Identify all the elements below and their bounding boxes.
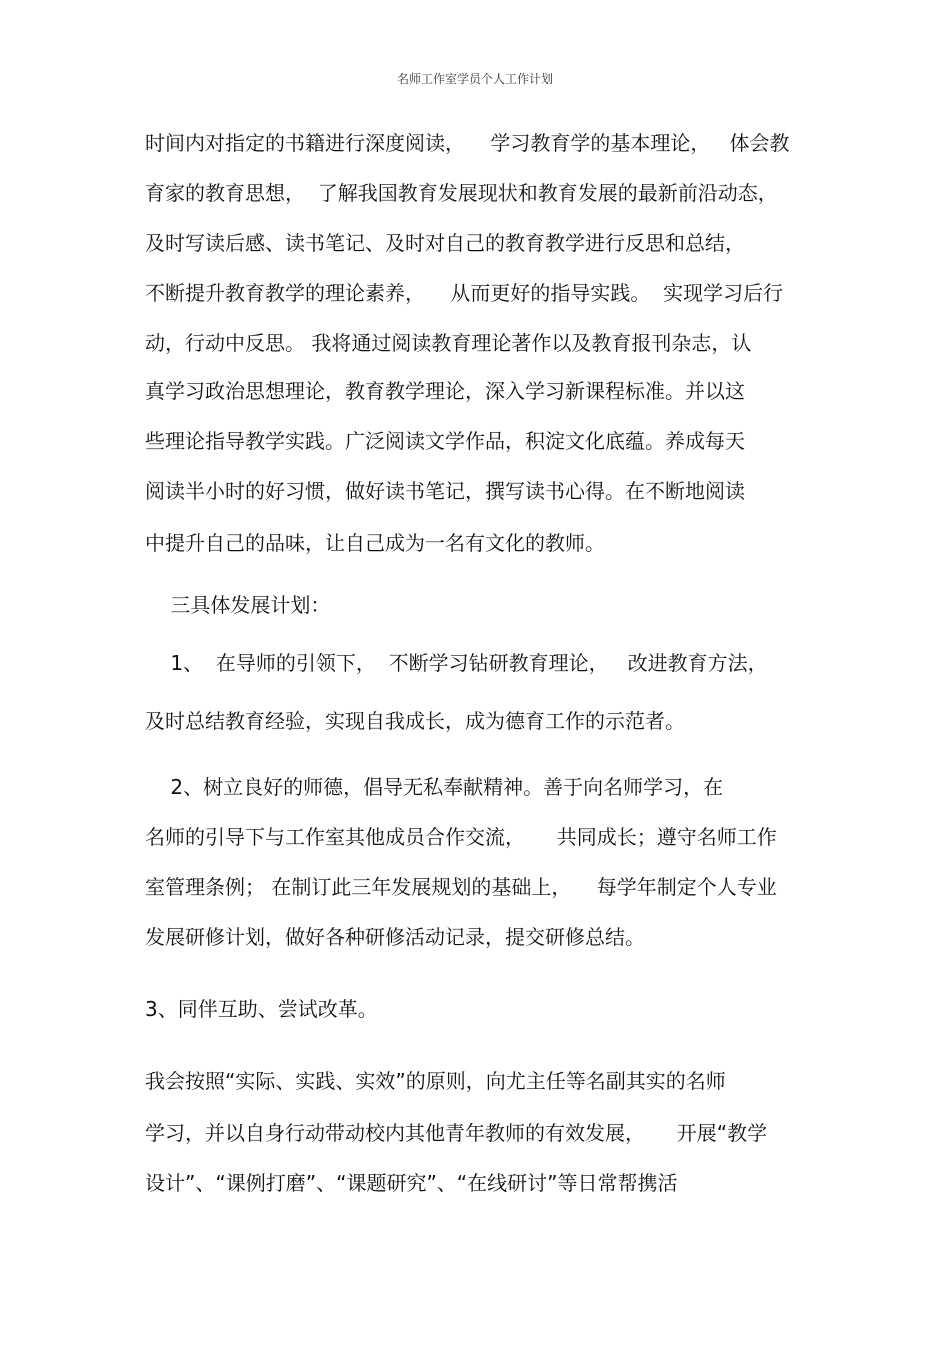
body-line: 设计”、“课例打磨”、“课题研究”、“在线研讨”等日常帮携活 (145, 1171, 678, 1195)
body-line: 室管理条例； 在制订此三年发展规划的基础上， 每学年制定个人专业 (145, 875, 777, 899)
body-line: 名师的引导下与工作室其他成员合作交流， 共同成长；遵守名师工作 (145, 825, 777, 849)
list-item: 3、同伴互助、尝试改革。 (145, 997, 378, 1021)
body-line: 真学习政治思想理论，教育教学理论，深入学习新课程标准。并以这 (145, 379, 745, 403)
body-line: 学习，并以自身行动带动校内其他青年教师的有效发展， 开展“教学 (145, 1121, 768, 1145)
body-line: 不断提升教育教学的理论素养， 从而更好的指导实践。 实现学习后行 (145, 281, 784, 305)
body-line: 阅读半小时的好习惯，做好读书笔记，撰写读书心得。在不断地阅读 (145, 479, 745, 503)
body-line: 中提升自己的品味，让自己成为一名有文化的教师。 (145, 531, 605, 555)
list-item: 2、树立良好的师德，倡导无私奉献精神。善于向名师学习，在 (145, 775, 724, 799)
body-line: 发展研修计划，做好各种研修活动记录，提交研修总结。 (145, 925, 645, 949)
page-header: 名师工作室学员个人工作计划 (396, 72, 553, 86)
body-line: 我会按照“实际、实践、实效”的原则，向尤主任等名副其实的名师 (145, 1069, 726, 1093)
body-line: 及时总结教育经验，实现自我成长，成为德育工作的示范者。 (145, 709, 685, 733)
list-item: 1、 在导师的引领下， 不断学习钻研教育理论， 改进教育方法， (145, 651, 768, 675)
body-line: 时间内对指定的书籍进行深度阅读， 学习教育学的基本理论， 体会教 (145, 131, 790, 155)
body-line: 及时写读后感、读书笔记、及时对自己的教育教学进行反思和总结， (145, 231, 745, 255)
section-heading: 三具体发展计划： (145, 593, 331, 617)
body-line: 动，行动中反思。 我将通过阅读教育理论著作以及教育报刊杂志，认 (145, 331, 752, 355)
body-line: 育家的教育思想， 了解我国教育发展现状和教育发展的最新前沿动态， (145, 181, 778, 205)
body-line: 些理论指导教学实践。广泛阅读文学作品，积淀文化底蕴。养成每天 (145, 429, 745, 453)
